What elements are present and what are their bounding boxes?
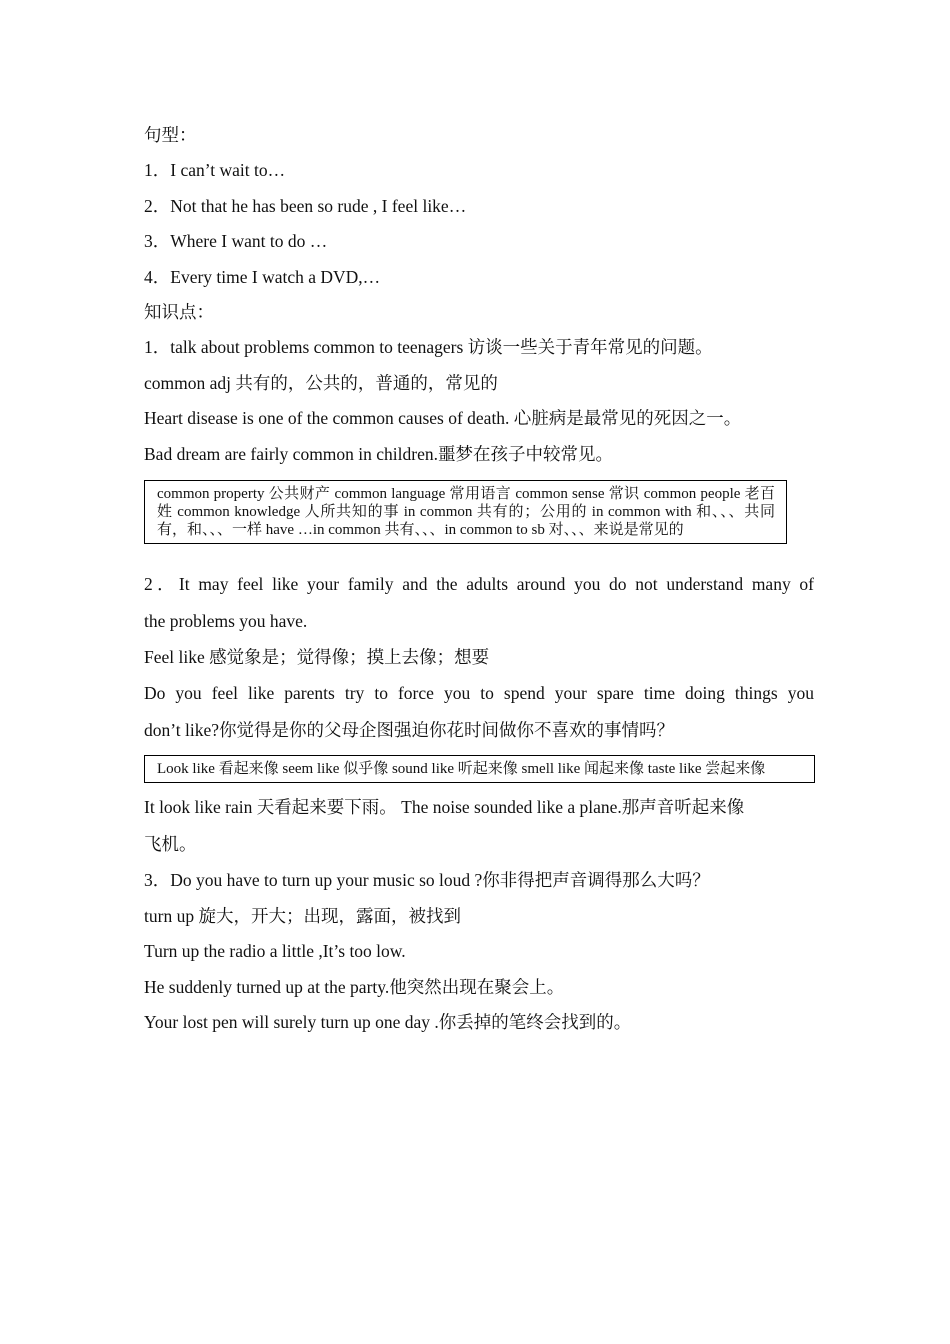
sentence-patterns-heading: 句型：	[144, 125, 197, 145]
point2-example-continued: don’t like?你觉得是你的父母企图强迫你花时间做你不喜欢的事情吗？	[144, 720, 675, 741]
point3-example: He suddenly turned up at the party.他突然出现在聚会上。	[144, 976, 565, 997]
pattern-item: 2．Not that he has been so rude , I feel like…	[144, 195, 467, 216]
point1-example: Heart disease is one of the common causes of death. 心脏病是最常见的死因之一。	[144, 408, 742, 429]
point2-example3-continued: 飞机。	[144, 834, 197, 855]
pattern-item: 4．Every time I watch a DVD,…	[144, 266, 381, 287]
knowledge-heading: 知识点：	[144, 302, 214, 323]
point3-example: Turn up the radio a little ,It’s too low.	[144, 941, 406, 962]
point2-phrase-box: Look like 看起来像 seem like 似乎像 sound like 听起来像 smell like 闻起来像 taste like 尝起来像	[144, 755, 815, 783]
point1-definition: common adj 共有的，公共的，普通的，常见的	[144, 372, 498, 393]
point1-example: Bad dream are fairly common in children.噩梦在孩子中较常见。	[144, 443, 613, 464]
point2-title: 2．It may feel like your family and the adults around you do not understand many of	[144, 574, 814, 595]
point3-definition: turn up 旋大，开大；出现，露面，被找到	[144, 905, 461, 926]
point2-example: Do you feel like parents try to force you to spend your spare time doing things you	[144, 683, 814, 704]
document-page	[144, 118, 814, 1041]
point1-phrase-box: common property 公共财产 common language 常用语言 common sense 常识 common people 老百姓 common knowledge 人所共知的事 in common 共有的；公用的 in common with 和、、、共同有，和、、、一样 have …in common 共有、、、in common to sb 对、、、来说是常见的	[144, 480, 787, 544]
pattern-item: 1．I can’t wait to…	[144, 160, 286, 181]
point1-title: 1．talk about problems common to teenagers 访谈一些关于青年常见的问题。	[144, 337, 713, 358]
pattern-item: 3．Where I want to do …	[144, 231, 328, 252]
point2-definition: Feel like 感觉象是；觉得像；摸上去像；想要	[144, 647, 490, 668]
point2-example3: It look like rain 天看起来要下雨。 The noise sounded like a plane.那声音听起来像	[144, 797, 745, 818]
point3-title: 3．Do you have to turn up your music so loud ?你非得把声音调得那么大吗？	[144, 870, 710, 891]
point3-example: Your lost pen will surely turn up one day .你丢掉的笔终会找到的。	[144, 1012, 632, 1033]
point2-title-continued: the problems you have.	[144, 611, 308, 632]
